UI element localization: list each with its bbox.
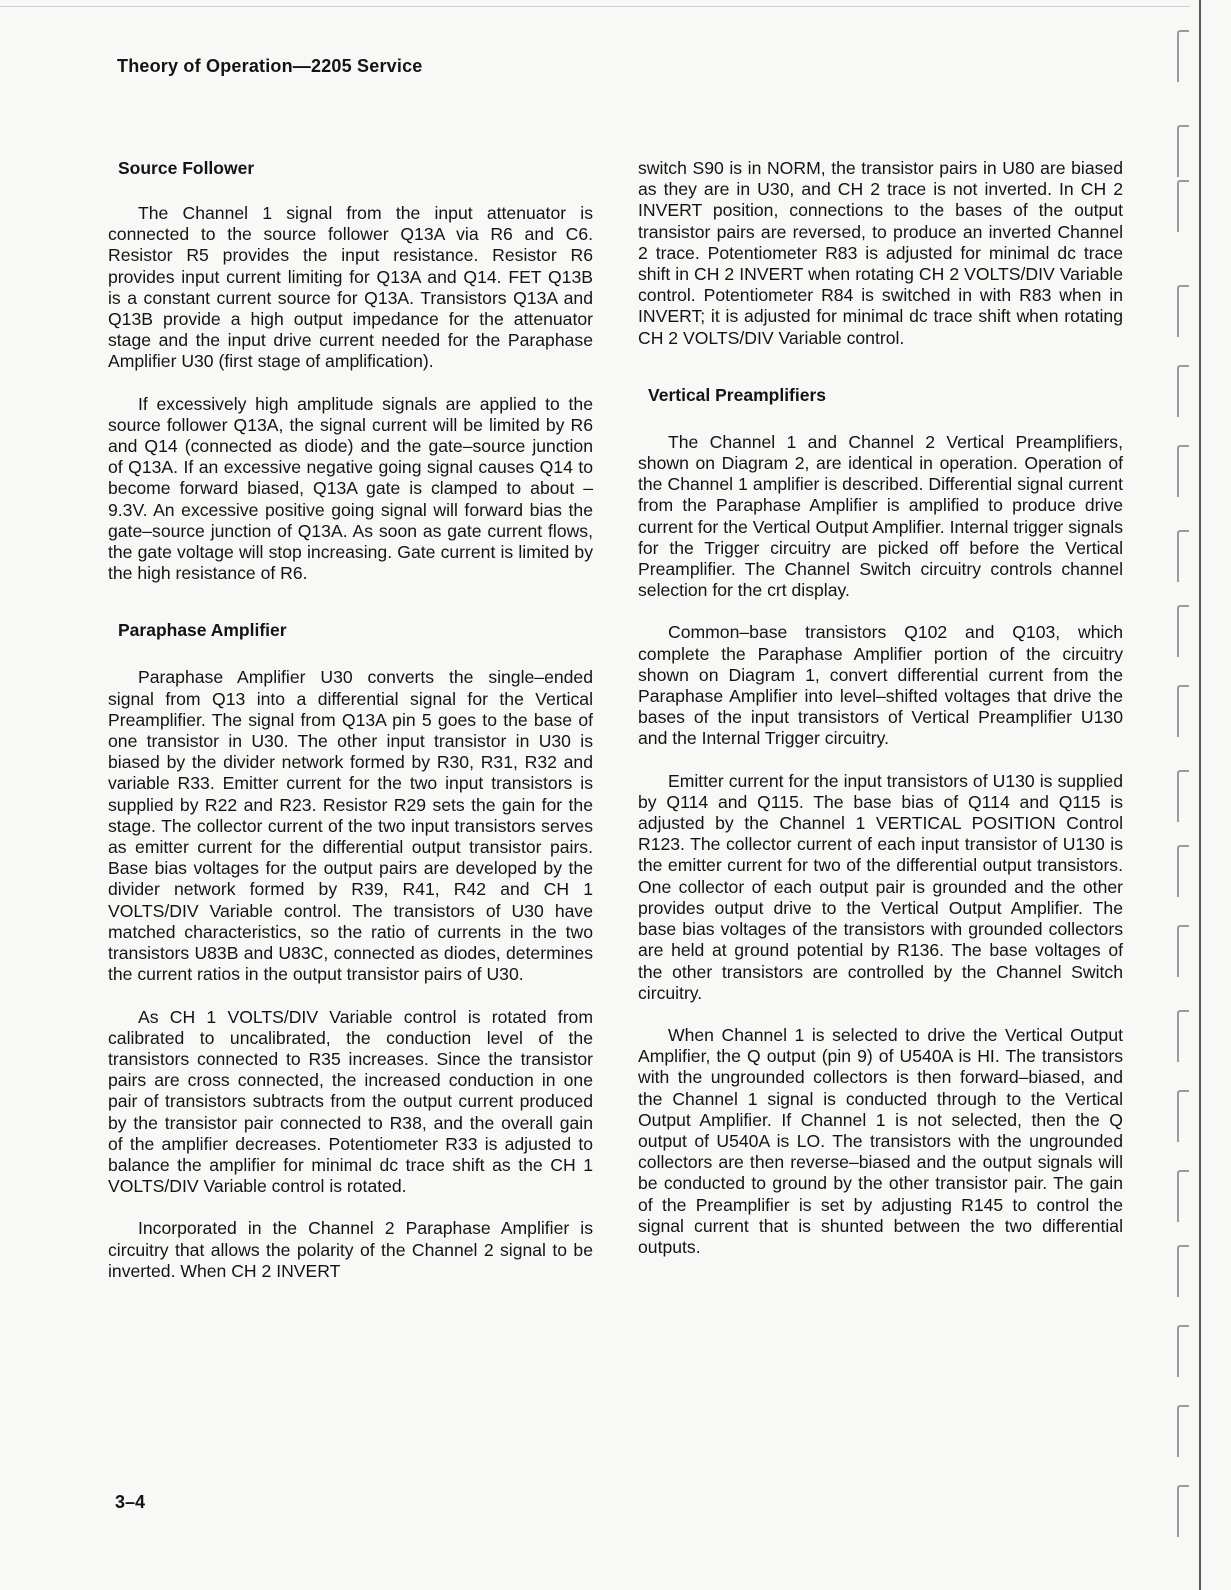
binder-tab [1177,1010,1189,1062]
paragraph-continuation: switch S90 is in NORM, the transistor pairs in U80 are biased as they are in U30, and CH 2 trace is not inverted. In CH 2 INVERT position, connections to the bases of the output transistor pairs are reversed, to produce an inverted Channel 2 trace. Potentiometer R83 is adjusted for minimal dc trace shift in CH 2 INVERT when rotating CH 2 VOLTS/DIV Variable control. Potentiometer R84 is switched in with R83 when in INVERT; it is adjusted for minimal dc trace shift when rotating CH 2 VOLTS/DIV Variable control. [638,158,1123,348]
paragraph: Incorporated in the Channel 2 Paraphase Amplifier is circuitry that allows the polarity of the Channel 2 signal to be inverted. When CH 2 INVERT [108,1218,593,1281]
binder-tab [1177,770,1189,822]
page-edge-line [1199,0,1201,1590]
binder-edge [1161,0,1231,1590]
binder-tab [1177,605,1189,657]
binder-tab [1177,1325,1189,1377]
paragraph: Common–base transistors Q102 and Q103, which complete the Paraphase Amplifier portion of the circuitry shown on Diagram 1, convert differential current from the Paraphase Amplifier into level–shifted voltages that drive the bases of the input transistors of Vertical Preamplifier U130 and the Internal Trigger circuitry. [638,622,1123,749]
binder-tab [1177,30,1189,82]
binder-tab [1177,925,1189,977]
paragraph: The Channel 1 and Channel 2 Vertical Preamplifiers, shown on Diagram 2, are identical in operation. Operation of the Channel 1 amplifier is described. Differential signal current from the Paraphase Amplifier is amplified to produce drive current for the Vertical Output Amplifier. Internal trigger signals for the Trigger circuitry are picked off before the Vertical Preamplifier. The Channel Switch circuitry controls channel selection for the crt display. [638,431,1123,601]
binder-tab [1177,530,1189,582]
heading-paraphase-amplifier: Paraphase Amplifier [118,620,287,641]
page-number: 3–4 [115,1492,146,1512]
paragraph: Emitter current for the input transistors of U130 is supplied by Q114 and Q115. The base bias of Q114 and Q115 is adjusted by the Channel 1 VERTICAL POSITION Control R123. The collector current of each input transistor of U130 is the emitter current for two of the differential output transistors. One collector of each output pair is grounded and the other provides output drive to the Vertical Output Amplifier. The base bias voltages of the transistors with grounded collectors are held at ground potential by R136. The base voltages of the other transistors are controlled by the Channel Switch circuitry. [638,770,1123,1003]
left-column [108,158,593,1303]
heading-source-follower: Source Follower [118,158,255,178]
binder-tab [1177,1245,1189,1297]
paragraph: Paraphase Amplifier U30 converts the single–ended signal from Q13 into a differential signal for the Vertical Preamplifier. The signal from Q13A pin 5 goes to the base of one transistor in U30. The other input transistor in U30 is biased by the divider network formed by R30, R31, R32 and variable R33. Emitter current for the two input transistors is supplied by R22 and R23. Resistor R29 sets the gain for the stage. The collector current of the two input transistors serves as emitter current for the differential output transistor pairs. Base bias voltages for the output pairs are developed by the divider network formed by R39, R41, R42 and CH 1 VOLTS/DIV Variable control. The transistors of U30 have matched characteristics, so the ratio of currents in the two transistors U83B and U83C, connected as diodes, determines the current ratios in the output transistor pairs of U30. [108,667,593,985]
binder-tab [1177,125,1189,177]
binder-tab [1177,1090,1189,1142]
binder-tab [1177,445,1189,497]
right-column [638,158,1123,1279]
page-header: Theory of Operation—2205 Service [117,56,423,76]
binder-tab [1177,1485,1189,1537]
binder-tab [1177,685,1189,737]
paragraph: As CH 1 VOLTS/DIV Variable control is rotated from calibrated to uncalibrated, the conduction level of the transistors connected to R35 increases. Since the transistor pairs are cross connected, the increased conduction in one pair of transistors subtracts from the output current produced by the transistor pair connected to R38, and the overall gain of the amplifier decreases. Potentiometer R33 is adjusted to balance the amplifier for minimal dc trace shift as the CH 1 VOLTS/DIV Variable control is rotated. [108,1006,593,1197]
heading-vertical-preamplifiers: Vertical Preamplifiers [648,384,827,405]
binder-tab [1177,1405,1189,1457]
binder-tab [1177,845,1189,897]
binder-tab [1177,365,1189,417]
binder-tab [1177,1170,1189,1222]
paragraph: If excessively high amplitude signals are applied to the source follower Q13A, the signal current will be limited by R6 and Q14 (connected as diode) and the gate–source junction of Q13A. If an excessive negative going signal causes Q14 to become forward biased, Q13A gate is clamped to about –9.3V. An excessive positive going signal will forward bias the gate–source junction of Q13A. As soon as gate current flows, the gate voltage will stop increasing. Gate current is limited by the high resistance of R6. [108,393,593,584]
paragraph: The Channel 1 signal from the input attenuator is connected to the source follower Q13A via R6 and C6. Resistor R5 provides the input resistance. Resistor R6 provides input current limiting for Q13A and Q14. FET Q13B is a constant current source for Q13A. Transistors Q13A and Q13B provide a high output impedance for the attenuator stage and the input drive current needed for the Paraphase Amplifier U30 (first stage of amplification). [108,203,593,372]
binder-tab [1177,180,1189,232]
paragraph: When Channel 1 is selected to drive the Vertical Output Amplifier, the Q output (pin 9) of U540A is HI. The transistors with the ungrounded collectors is then forward–biased, and the Channel 1 signal is conducted through to the Vertical Output Amplifier. If Channel 1 is not selected, then the Q output of U540A is LO. The transistors with the ungrounded collectors are then reverse–biased and the output signals will be conducted to ground by the other transistor pair. The gain of the Preamplifier is set by adjusting R145 to control the signal current that is shunted between the two differential outputs. [638,1024,1123,1257]
top-edge-line [0,6,1190,7]
binder-tab [1177,285,1189,337]
